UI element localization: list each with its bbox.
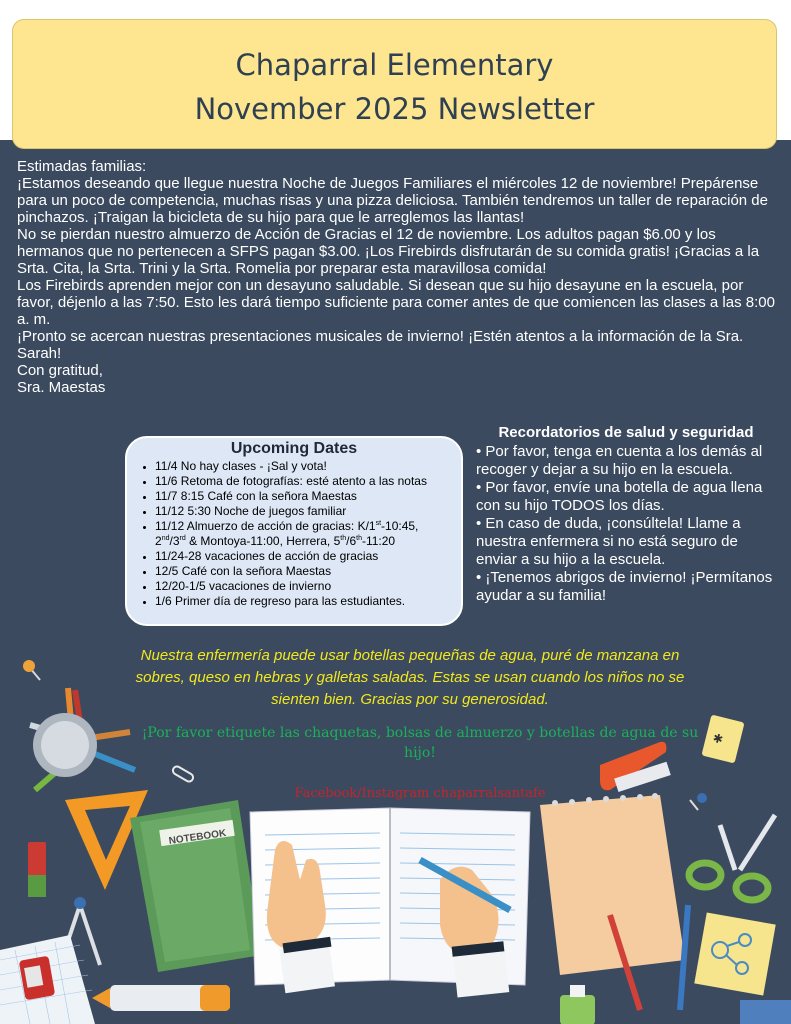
ordinal-suffix: nd — [161, 535, 170, 542]
health-item: • Por favor, envíe una botella de agua llena con su hijo TODOS los días. — [476, 479, 763, 514]
date-item-part: -11:20 — [361, 534, 396, 548]
glue-bottle-icon — [560, 985, 595, 1024]
ordinal-suffix: th — [356, 535, 362, 542]
eraser-icon — [28, 842, 46, 897]
date-item: • 11/7 8:15 Café con la señora Maestas — [155, 489, 461, 504]
letter-paragraph-thanksgiving: No se pierdan nuestro almuerzo de Acción de Gracias el 12 de noviembre. Los adultos pagan $6.00 y los hermanos que no pertenecen a SFPS pagan $3.00. ¡Los Firebirds disfrutarán de su comida gratis! ¡Gracias a la Srta. Cita, la Srta. Trini y la Srta. Romelia por preparar esta maravillosa comida! — [17, 226, 760, 277]
marker-icon — [92, 985, 230, 1011]
letter-closing: Con gratitud, — [17, 362, 103, 379]
lined-paper-corner-icon — [740, 1000, 791, 1024]
scissors-icon — [689, 815, 775, 900]
newsletter-title: November 2025 Newsletter — [194, 92, 595, 126]
date-item: • 12/5 Café con la señora Maestas — [155, 564, 461, 579]
paper-clip-icon — [171, 765, 194, 783]
letter-greeting: Estimadas familias: — [17, 158, 147, 175]
label-items-note: ¡Por favor etiquete las chaquetas, bolsas de almuerzo y botellas de agua de su hijo! — [141, 725, 699, 761]
date-item: • 11/6 Retoma de fotografías: esté atento a las notas — [155, 474, 461, 489]
family-letter — [17, 158, 777, 396]
health-item: • ¡Tenemos abrigos de invierno! ¡Permítanos ayudar a su familia! — [476, 569, 773, 604]
date-item-part: 2 — [155, 534, 162, 548]
nurse-donation-note: Nuestra enfermería puede usar botellas pequeñas de agua, puré de manzana en sobres, queso en hebras y galletas saladas. Estas se usan cuando los niños no se sienten bien. Gracias por su generosidad. — [135, 647, 685, 708]
school-name: Chaparral Elementary — [235, 48, 554, 82]
date-item: • 1/6 Primer día de regreso para las estudiantes. — [155, 594, 461, 609]
date-item: • 11/12 5:30 Noche de juegos familiar — [155, 504, 461, 519]
notepad-icon — [540, 793, 685, 975]
ordinal-suffix: th — [340, 535, 347, 542]
sticky-note-icon — [701, 715, 744, 764]
date-item — [155, 519, 461, 549]
date-item: • 12/20-1/5 vacaciones de invierno — [155, 579, 461, 594]
push-pin-icon — [23, 660, 40, 680]
date-item-part: /3 — [169, 534, 180, 548]
letter-paragraph-music: ¡Pronto se acercan nuestras presentaciones musicales de invierno! ¡Estén atentos a la información de la Sra. Sarah! — [17, 328, 744, 362]
date-item-part: & Montoya-11:00, Herrera, 5 — [185, 534, 341, 548]
ordinal-suffix: rd — [179, 535, 186, 542]
date-item: • 11/24-28 vacaciones de acción de gracias — [155, 549, 461, 564]
newsletter-header — [12, 19, 777, 149]
letter-paragraph-breakfast: Los Firebirds aprenden mejor con un desayuno saludable. Si desean que su hijo desayune en la escuela, por favor, déjenlo a las 7:50. Esto les dará tiempo suficiente para comer antes de que comiencen las clases a las 8:00 a. m. — [17, 277, 775, 328]
date-item-part: -10:45, — [381, 519, 419, 533]
letter-signature: Sra. Maestas — [17, 379, 106, 396]
pencil-cup-icon — [30, 688, 135, 790]
notebook-icon — [130, 800, 262, 972]
ordinal-suffix: st — [375, 520, 382, 527]
svg-text:✱: ✱ — [711, 730, 725, 747]
health-item: • Por favor, tenga en cuenta a los demás al recoger y dejar a su hijo en la escuela. — [476, 443, 763, 478]
health-reminders-title: Recordatorios de salud y seguridad — [498, 424, 754, 441]
upcoming-dates-box — [125, 436, 463, 626]
letter-paragraph-game-night: ¡Estamos deseando que llegue nuestra Noche de Juegos Familiares el miércoles 12 de noviembre! Prepárense para un poco de competencia, muchas risas y una pizza deliciosa. También tendremos un taller de reparación de pinchazos. ¡Traigan la bicicleta de su hijo para que le arreglemos las llantas! — [17, 175, 768, 226]
health-item: • En caso de duda, ¡consúltela! Llame a nuestra enfermera si no está seguro de enviar a su hijo a la escuela. — [476, 515, 741, 568]
health-reminders — [476, 424, 776, 605]
date-item-part: 11/12 Almuerzo de acción de gracias: K/1 — [155, 519, 376, 533]
date-item: • 11/4 No hay clases - ¡Sal y vota! — [155, 459, 461, 474]
upcoming-dates-list — [127, 459, 461, 609]
diagram-note-icon — [694, 912, 775, 995]
notebook-label: NOTEBOOK — [168, 828, 227, 847]
social-media-link[interactable]: Facebook/Instagram chaparralsantafe — [294, 786, 546, 801]
upcoming-dates-title: Upcoming Dates — [230, 440, 358, 457]
date-item-part: /6 — [346, 534, 357, 548]
